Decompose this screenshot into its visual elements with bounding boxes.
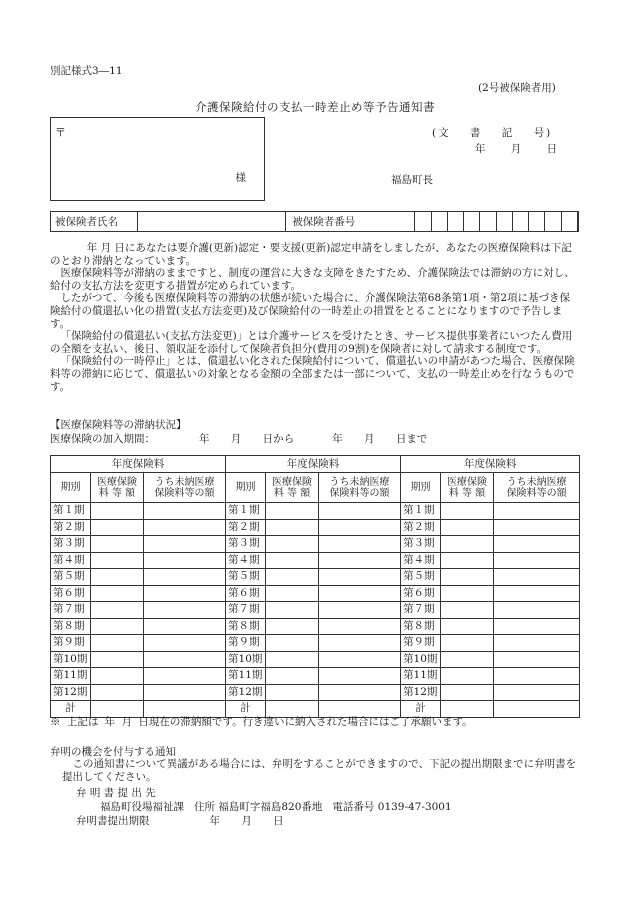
premium-cell[interactable] bbox=[441, 635, 494, 652]
period-cell: 第12期 bbox=[401, 684, 441, 701]
insured-number-digit[interactable] bbox=[432, 212, 448, 231]
unpaid-cell[interactable] bbox=[319, 618, 401, 635]
submission-destination bbox=[100, 799, 452, 814]
insured-number-digit[interactable] bbox=[448, 212, 464, 231]
period-cell: 第５期 bbox=[226, 569, 266, 586]
deadline-date: 年 月 日 bbox=[209, 815, 284, 827]
total-cell: 計 bbox=[401, 701, 441, 718]
period-cell: 第５期 bbox=[401, 569, 441, 586]
fiscal-year-header: 年度保険料 bbox=[226, 456, 401, 473]
period-cell: 第１期 bbox=[226, 503, 266, 520]
paragraph-suspension: 「保険給付の一時停止」とは、償還払い化された保険給付について、償還払いの申請があつた場合、医療保険料等の滞納に応じて、償還払いの対象となる金額の全部または一部について、支払の一時差止めを行なうものです。 bbox=[50, 355, 575, 393]
table-row bbox=[51, 684, 580, 701]
paragraph-reimbursement: 「保険給付の償還払い(支払方法変更)」とは介護サービスを受けたとき、サービス提供事業者にいつたん費用の全額を支払い、後日、領収証を添付して保険者負担分(費用の9割)を保険者に対して請求する制度です。 bbox=[50, 330, 573, 355]
unpaid-total-cell[interactable] bbox=[494, 701, 580, 718]
notice-body: この通知書について異議がある場合には、弁明をすることができますので、下記の提出期限までに弁明書を提出してください。 bbox=[62, 758, 577, 783]
unpaid-cell[interactable] bbox=[319, 635, 401, 652]
column-unpaid-line1: うち未納医療 bbox=[506, 476, 567, 488]
fiscal-year-header: 年度保険料 bbox=[51, 456, 226, 473]
unpaid-cell[interactable] bbox=[144, 503, 226, 520]
period-cell: 第９期 bbox=[401, 635, 441, 652]
unpaid-cell[interactable] bbox=[494, 585, 580, 602]
insured-name-field[interactable] bbox=[138, 212, 286, 231]
unpaid-cell[interactable] bbox=[144, 651, 226, 668]
unpaid-cell[interactable] bbox=[494, 552, 580, 569]
table-row bbox=[51, 536, 580, 553]
period-label: 医療保険の加入期間： bbox=[50, 433, 155, 445]
submission-deadline bbox=[76, 813, 284, 828]
period-cell: 第７期 bbox=[226, 602, 266, 619]
column-premium-line1: 医療保険 bbox=[97, 476, 137, 488]
premium-cell[interactable] bbox=[266, 618, 319, 635]
table-row bbox=[51, 651, 580, 668]
unpaid-cell[interactable] bbox=[319, 668, 401, 685]
period-cell: 第３期 bbox=[401, 536, 441, 553]
period-cell: 第４期 bbox=[226, 552, 266, 569]
column-unpaid bbox=[144, 473, 226, 503]
premium-cell[interactable] bbox=[266, 684, 319, 701]
period-cell: 第６期 bbox=[226, 585, 266, 602]
unpaid-cell[interactable] bbox=[144, 635, 226, 652]
notice-title: 弁明の機会を付与する通知 bbox=[50, 746, 176, 758]
column-unpaid bbox=[494, 473, 580, 503]
unpaid-cell[interactable] bbox=[319, 552, 401, 569]
table-row bbox=[51, 618, 580, 635]
period-cell: 第２期 bbox=[51, 519, 91, 536]
unpaid-cell[interactable] bbox=[144, 602, 226, 619]
premium-cell[interactable] bbox=[91, 569, 144, 586]
premium-cell[interactable] bbox=[266, 668, 319, 685]
period-to: 年 月 日まで bbox=[332, 433, 428, 445]
table-row bbox=[51, 602, 580, 619]
total-cell: 計 bbox=[51, 701, 91, 718]
unpaid-cell[interactable] bbox=[144, 536, 226, 553]
period-cell: 第４期 bbox=[51, 552, 91, 569]
column-premium-line2: 料 等 額 bbox=[98, 487, 136, 499]
form-id: 別記様式3―11 bbox=[50, 65, 123, 77]
period-from: 年 月 日から bbox=[199, 433, 295, 445]
premium-cell[interactable] bbox=[266, 569, 319, 586]
postal-mark: 〒 bbox=[55, 126, 66, 139]
period-cell: 第２期 bbox=[226, 519, 266, 536]
insured-number-label: 被保険者番号 bbox=[286, 212, 415, 231]
doc-date: 年 月 日 bbox=[475, 143, 558, 155]
insured-number-digit[interactable] bbox=[529, 212, 545, 231]
destination-department: 福島町役場福祉課 bbox=[100, 801, 184, 813]
unpaid-cell[interactable] bbox=[144, 684, 226, 701]
premium-total-cell[interactable] bbox=[91, 701, 144, 718]
premium-cell[interactable] bbox=[441, 668, 494, 685]
premium-cell[interactable] bbox=[91, 618, 144, 635]
period-cell: 第10期 bbox=[401, 651, 441, 668]
note bbox=[50, 716, 590, 729]
premium-cell[interactable] bbox=[91, 668, 144, 685]
column-period: 期別 bbox=[51, 473, 91, 503]
period-cell: 第８期 bbox=[226, 618, 266, 635]
premium-cell[interactable] bbox=[441, 552, 494, 569]
period-cell: 第８期 bbox=[51, 618, 91, 635]
unpaid-cell[interactable] bbox=[494, 602, 580, 619]
insured-id-row bbox=[50, 211, 579, 232]
paragraph-application: 年 月 日にあなたは要介護(更新)認定・要支援(更新)認定申請をしましたが、あなたの医療保険料は下記のとおり滞納となっています。 bbox=[50, 242, 572, 267]
unpaid-cell[interactable] bbox=[494, 569, 580, 586]
submission-destination-label: 弁 明 書 提 出 先 bbox=[76, 787, 156, 799]
period-cell: 第12期 bbox=[51, 684, 91, 701]
column-premium bbox=[91, 473, 144, 503]
period-cell: 第６期 bbox=[401, 585, 441, 602]
premium-cell[interactable] bbox=[441, 519, 494, 536]
honorific: 様 bbox=[235, 172, 246, 184]
column-premium-line2: 料 等 額 bbox=[448, 487, 486, 499]
premium-cell[interactable] bbox=[91, 684, 144, 701]
enrollment-period bbox=[50, 431, 427, 446]
unpaid-cell[interactable] bbox=[494, 536, 580, 553]
period-cell: 第１期 bbox=[51, 503, 91, 520]
premium-cell[interactable] bbox=[91, 503, 144, 520]
unpaid-cell[interactable] bbox=[319, 602, 401, 619]
premium-cell[interactable] bbox=[266, 602, 319, 619]
premium-cell[interactable] bbox=[266, 552, 319, 569]
unpaid-cell[interactable] bbox=[144, 519, 226, 536]
unpaid-cell[interactable] bbox=[494, 503, 580, 520]
unpaid-total-cell[interactable] bbox=[144, 701, 226, 718]
unpaid-cell[interactable] bbox=[144, 552, 226, 569]
period-cell: 第７期 bbox=[51, 602, 91, 619]
issuer: 福島町長 bbox=[391, 174, 433, 186]
arrears-table bbox=[50, 455, 580, 718]
period-cell: 第11期 bbox=[401, 668, 441, 685]
premium-cell[interactable] bbox=[441, 503, 494, 520]
column-premium bbox=[441, 473, 494, 503]
unpaid-cell[interactable] bbox=[319, 503, 401, 520]
period-cell: 第８期 bbox=[401, 618, 441, 635]
insured-number-digit[interactable] bbox=[480, 212, 496, 231]
premium-cell[interactable] bbox=[91, 536, 144, 553]
premium-cell[interactable] bbox=[266, 536, 319, 553]
table-row bbox=[51, 503, 580, 520]
unpaid-cell[interactable] bbox=[144, 618, 226, 635]
destination-phone: 電話番号 0139-47-3001 bbox=[332, 801, 452, 813]
premium-cell[interactable] bbox=[91, 519, 144, 536]
unpaid-cell[interactable] bbox=[319, 684, 401, 701]
premium-cell[interactable] bbox=[266, 651, 319, 668]
unpaid-cell[interactable] bbox=[319, 651, 401, 668]
column-unpaid-line1: うち未納医療 bbox=[154, 476, 215, 488]
unpaid-cell[interactable] bbox=[494, 519, 580, 536]
premium-cell[interactable] bbox=[441, 602, 494, 619]
unpaid-cell[interactable] bbox=[319, 569, 401, 586]
deadline-label: 弁明書提出期限 bbox=[76, 815, 150, 827]
unpaid-cell[interactable] bbox=[319, 519, 401, 536]
copy-label: (2号被保険者用) bbox=[478, 82, 556, 94]
unpaid-cell[interactable] bbox=[144, 585, 226, 602]
unpaid-cell[interactable] bbox=[494, 684, 580, 701]
premium-cell[interactable] bbox=[91, 635, 144, 652]
column-unpaid-line2: 保険料等の額 bbox=[154, 487, 215, 499]
arrears-section-heading: 【医療保険料等の滞納状況】 bbox=[50, 419, 187, 431]
period-cell: 第９期 bbox=[51, 635, 91, 652]
premium-cell[interactable] bbox=[441, 618, 494, 635]
unpaid-cell[interactable] bbox=[144, 668, 226, 685]
table-row bbox=[51, 519, 580, 536]
period-cell: 第１期 bbox=[401, 503, 441, 520]
column-unpaid-line2: 保険料等の額 bbox=[329, 487, 390, 499]
period-cell: 第12期 bbox=[226, 684, 266, 701]
insured-number-digit[interactable] bbox=[545, 212, 561, 231]
premium-cell[interactable] bbox=[266, 585, 319, 602]
insured-number-digit[interactable] bbox=[464, 212, 480, 231]
column-unpaid-line1: うち未納医療 bbox=[329, 476, 390, 488]
period-cell: 第３期 bbox=[226, 536, 266, 553]
insured-number-digit[interactable] bbox=[415, 212, 431, 231]
fiscal-year-header: 年度保険料 bbox=[401, 456, 580, 473]
unpaid-cell[interactable] bbox=[494, 668, 580, 685]
column-period: 期別 bbox=[401, 473, 441, 503]
insured-name-label: 被保険者氏名 bbox=[51, 212, 138, 231]
unpaid-total-cell[interactable] bbox=[319, 701, 401, 718]
address-box bbox=[50, 117, 265, 201]
period-cell: 第10期 bbox=[226, 651, 266, 668]
column-period: 期別 bbox=[226, 473, 266, 503]
premium-cell[interactable] bbox=[266, 519, 319, 536]
body-text bbox=[50, 242, 580, 393]
destination-address: 住所 福島町字福島820番地 bbox=[194, 801, 323, 813]
column-premium-line1: 医療保険 bbox=[272, 476, 313, 488]
paragraph-arrears-effect: 医療保険料等が滞納のままですと、制度の運営に大きな支障をきたすため、介護保険法では滞納の方に対し、給付の支払方法を変更する措置が定められています。 bbox=[50, 267, 575, 292]
table-row bbox=[51, 668, 580, 685]
table-row bbox=[51, 569, 580, 586]
document-title: 介護保険給付の支払一時差止め等予告通知書 bbox=[195, 100, 435, 114]
period-cell: 第６期 bbox=[51, 585, 91, 602]
period-cell: 第10期 bbox=[51, 651, 91, 668]
unpaid-cell[interactable] bbox=[319, 536, 401, 553]
insured-number-digit[interactable] bbox=[513, 212, 529, 231]
column-premium bbox=[266, 473, 319, 503]
premium-cell[interactable] bbox=[91, 552, 144, 569]
premium-cell[interactable] bbox=[441, 536, 494, 553]
premium-total-cell[interactable] bbox=[441, 701, 494, 718]
note-text: ※ 上記は 年 月 日現在の滞納額です。行き違いに納入された場合にはご了承願います。 bbox=[50, 716, 473, 728]
period-cell: 第３期 bbox=[51, 536, 91, 553]
column-unpaid bbox=[319, 473, 401, 503]
table-row bbox=[51, 635, 580, 652]
period-cell: 第７期 bbox=[401, 602, 441, 619]
period-cell: 第11期 bbox=[226, 668, 266, 685]
premium-cell[interactable] bbox=[441, 585, 494, 602]
column-premium-line2: 料 等 額 bbox=[273, 487, 311, 499]
premium-cell[interactable] bbox=[441, 684, 494, 701]
period-cell: 第11期 bbox=[51, 668, 91, 685]
period-cell: 第４期 bbox=[401, 552, 441, 569]
period-cell: 第５期 bbox=[51, 569, 91, 586]
paragraph-advance-notice: したがつて、今後も医療保険料等の滞納の状態が続いた場合に、介護保険法第68条第1項・第2項に基づき保険給付の償還払い化の措置(支払方法変更)及び保険給付の一時差止の措置をとることになりますので予告します。 bbox=[50, 292, 571, 330]
unpaid-cell[interactable] bbox=[144, 569, 226, 586]
premium-cell[interactable] bbox=[91, 602, 144, 619]
doc-number: (文 書 記 号) bbox=[432, 127, 553, 139]
column-premium-line1: 医療保険 bbox=[447, 476, 488, 488]
premium-total-cell[interactable] bbox=[266, 701, 319, 718]
premium-cell[interactable] bbox=[91, 651, 144, 668]
total-row bbox=[51, 701, 580, 718]
premium-cell[interactable] bbox=[266, 503, 319, 520]
insured-number-digit[interactable] bbox=[562, 212, 578, 231]
unpaid-cell[interactable] bbox=[319, 585, 401, 602]
premium-cell[interactable] bbox=[266, 635, 319, 652]
table-row bbox=[51, 585, 580, 602]
premium-cell[interactable] bbox=[441, 569, 494, 586]
unpaid-cell[interactable] bbox=[494, 651, 580, 668]
premium-cell[interactable] bbox=[441, 651, 494, 668]
period-cell: 第２期 bbox=[401, 519, 441, 536]
column-unpaid-line2: 保険料等の額 bbox=[506, 487, 567, 499]
premium-cell[interactable] bbox=[91, 585, 144, 602]
unpaid-cell[interactable] bbox=[494, 618, 580, 635]
total-cell: 計 bbox=[226, 701, 266, 718]
table-row bbox=[51, 552, 580, 569]
insured-number-digit[interactable] bbox=[497, 212, 513, 231]
unpaid-cell[interactable] bbox=[494, 635, 580, 652]
period-cell: 第９期 bbox=[226, 635, 266, 652]
